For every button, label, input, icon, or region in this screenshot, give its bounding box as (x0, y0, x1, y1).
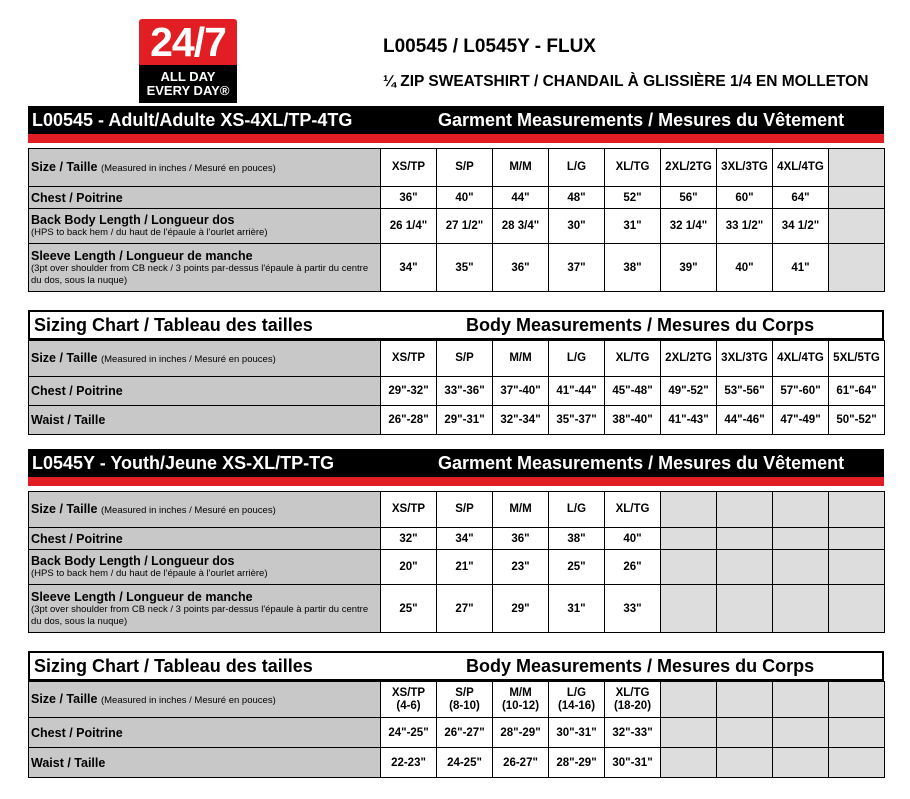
size-name: M/M (509, 503, 532, 515)
youth-garment-title: L0545Y - Youth/Jeune XS-XL/TP-TG (32, 453, 335, 473)
row-label: Sleeve Length / Longueur de manche (31, 248, 253, 263)
measurement-cell: 34" (381, 244, 437, 292)
measurement-cell: 61"-64" (829, 377, 885, 406)
measurement-cell: 44"-46" (717, 406, 773, 435)
table-row (29, 528, 885, 550)
row-note: (3pt over shoulder from CB neck / 3 points par-dessus l'épaule à partir du centre du dos, sous la nuque) (31, 603, 369, 627)
size-column-header (493, 149, 549, 187)
measurement-cell: 26" (605, 550, 661, 585)
size-column-header (437, 682, 493, 718)
size-age-range: (10-12) (501, 699, 540, 712)
measurement-cell (661, 585, 717, 633)
page-title: L00545 / L0545Y - FLUX (383, 36, 596, 57)
table-row (29, 377, 885, 406)
adult-garment-header (28, 106, 884, 134)
measurement-cell: 35" (437, 244, 493, 292)
size-name: S/P (455, 503, 474, 515)
youth-garment-section (28, 449, 884, 633)
page-subtitle: ¼ ZIP SWEATSHIRT / CHANDAIL À GLISSIÈRE 1/4 EN MOLLETON (383, 73, 869, 90)
table-row (29, 748, 885, 778)
size-label-cell (29, 341, 381, 377)
measurement-cell: 50"-52" (829, 406, 885, 435)
measurement-cell (829, 244, 885, 292)
measurement-cell (829, 748, 885, 778)
adult-body-table (28, 340, 885, 435)
size-age-range: (8-10) (449, 699, 480, 712)
logo-line-1: ALL DAY (160, 69, 216, 84)
size-column-header (717, 682, 773, 718)
size-column-header (437, 149, 493, 187)
measurement-cell (773, 528, 829, 550)
size-column-header (605, 149, 661, 187)
measurement-cell: 33" (605, 585, 661, 633)
measurement-cell: 57"-60" (773, 377, 829, 406)
measurement-cell: 32 1/4" (661, 209, 717, 244)
measurement-cell (717, 718, 773, 748)
measurement-cell (829, 550, 885, 585)
adult-body-title: Sizing Chart / Tableau des tailles (34, 315, 313, 335)
size-label: Size / Taille (31, 350, 98, 365)
youth-body-subtitle: Body Measurements / Mesures du Corps (466, 656, 815, 676)
size-name: M/M (509, 686, 532, 699)
size-name: 3XL/3TG (721, 161, 768, 173)
row-label-cell (29, 406, 381, 435)
measurement-cell (661, 718, 717, 748)
size-column-header (493, 341, 549, 377)
size-name: XS/TP (391, 352, 426, 364)
measurement-cell: 25" (549, 550, 605, 585)
size-name: L/G (566, 352, 587, 364)
row-note: (3pt over shoulder from CB neck / 3 points par-dessus l'épaule à partir du centre du dos, sous la nuque) (31, 262, 369, 286)
size-column-header (717, 341, 773, 377)
table-row (29, 209, 885, 244)
measurement-cell: 53"-56" (717, 377, 773, 406)
size-column-header (605, 341, 661, 377)
row-label-cell (29, 377, 381, 406)
measurement-cell: 33"-36" (437, 377, 493, 406)
size-name: S/P (455, 352, 474, 364)
size-name: L/G (566, 686, 587, 699)
size-name: 5XL/5TG (833, 352, 880, 364)
size-column-header (549, 682, 605, 718)
logo-number: 24/7 (139, 19, 237, 65)
logo-line-2: EVERY DAY® (146, 83, 230, 98)
row-label-cell (29, 748, 381, 778)
measurement-cell: 32"-34" (493, 406, 549, 435)
size-column-header (381, 492, 437, 528)
adult-body-header (28, 310, 884, 340)
adult-garment-table (28, 148, 885, 292)
size-name: M/M (509, 352, 532, 364)
measurement-cell: 64" (773, 187, 829, 209)
size-column-header (437, 341, 493, 377)
measurement-cell: 38" (605, 244, 661, 292)
measurement-cell: 38" (549, 528, 605, 550)
size-name: XL/TG (615, 686, 650, 699)
size-column-header (829, 492, 885, 528)
size-column-header (661, 682, 717, 718)
measurement-cell (829, 528, 885, 550)
measurement-cell: 32"-33" (605, 718, 661, 748)
table-row (29, 718, 885, 748)
measurement-cell: 56" (661, 187, 717, 209)
measurement-cell (773, 748, 829, 778)
size-column-header (381, 682, 437, 718)
size-name: S/P (455, 161, 474, 173)
row-label: Back Body Length / Longueur dos (31, 554, 235, 568)
measurement-cell (773, 585, 829, 633)
size-name: XL/TG (615, 503, 650, 515)
size-label-cell (29, 682, 381, 718)
size-note: (Measured in inches / Mesuré en pouces) (100, 353, 276, 365)
size-label: Size / Taille (31, 691, 98, 706)
measurement-cell: 28"-29" (549, 748, 605, 778)
row-label-cell (29, 187, 381, 209)
size-age-range: (18-20) (613, 699, 652, 712)
measurement-cell: 22-23" (381, 748, 437, 778)
youth-body-header (28, 651, 884, 681)
table-row (29, 585, 885, 633)
size-column-header (381, 149, 437, 187)
youth-body-title: Sizing Chart / Tableau des tailles (34, 656, 313, 676)
red-divider (28, 134, 884, 143)
measurement-cell: 26"-27" (437, 718, 493, 748)
size-column-header (549, 492, 605, 528)
size-name: M/M (509, 161, 532, 173)
adult-garment-subtitle: Garment Measurements / Mesures du Vêtement (438, 110, 845, 130)
measurement-cell: 37"-40" (493, 377, 549, 406)
measurement-cell: 23" (493, 550, 549, 585)
measurement-cell (829, 718, 885, 748)
measurement-cell (829, 187, 885, 209)
measurement-cell: 38"-40" (605, 406, 661, 435)
size-label-cell (29, 492, 381, 528)
measurement-cell: 39" (661, 244, 717, 292)
table-row (29, 244, 885, 292)
measurement-cell: 25" (381, 585, 437, 633)
measurement-cell: 40" (717, 244, 773, 292)
red-divider (28, 477, 884, 486)
size-column-header (493, 682, 549, 718)
measurement-cell: 33 1/2" (717, 209, 773, 244)
size-note: (Measured in inches / Mesuré en pouces) (100, 694, 276, 706)
measurement-cell: 41" (773, 244, 829, 292)
measurement-cell: 30"-31" (549, 718, 605, 748)
measurement-cell: 26"-28" (381, 406, 437, 435)
adult-garment-title: L00545 - Adult/Adulte XS-4XL/TP-4TG (32, 110, 353, 130)
measurement-cell (773, 550, 829, 585)
measurement-cell: 28 3/4" (493, 209, 549, 244)
measurement-cell: 30"-31" (605, 748, 661, 778)
measurement-cell: 36" (381, 187, 437, 209)
table-row (29, 187, 885, 209)
youth-body-section (28, 651, 884, 778)
size-column-header (437, 492, 493, 528)
size-header-row (29, 149, 885, 187)
size-label-cell (29, 149, 381, 187)
measurement-cell: 27" (437, 585, 493, 633)
size-column-header (661, 149, 717, 187)
row-label: Chest / Poitrine (31, 725, 123, 740)
measurement-cell: 44" (493, 187, 549, 209)
size-name: XS/TP (391, 686, 426, 699)
size-column-header (829, 682, 885, 718)
measurement-cell (717, 585, 773, 633)
measurement-cell: 36" (493, 244, 549, 292)
size-column-header (773, 682, 829, 718)
measurement-cell (661, 550, 717, 585)
adult-body-section (28, 310, 884, 435)
row-note: (HPS to back hem / du haut de l'épaule à l'ourlet arrière) (31, 227, 268, 238)
measurement-cell: 24-25" (437, 748, 493, 778)
measurement-cell (829, 209, 885, 244)
size-age-range: (14-16) (557, 699, 596, 712)
logo-tagline (139, 65, 237, 103)
measurement-cell: 31" (549, 585, 605, 633)
measurement-cell: 49"-52" (661, 377, 717, 406)
size-column-header (773, 341, 829, 377)
row-label-cell (29, 718, 381, 748)
size-column-header (605, 492, 661, 528)
measurement-cell (661, 748, 717, 778)
row-label: Waist / Taille (31, 755, 106, 770)
size-name: 3XL/3TG (721, 352, 768, 364)
size-column-header (717, 149, 773, 187)
measurement-cell: 29" (493, 585, 549, 633)
measurement-cell: 36" (493, 528, 549, 550)
size-name: XL/TG (615, 352, 650, 364)
measurement-cell: 28"-29" (493, 718, 549, 748)
size-column-header (549, 341, 605, 377)
size-column-header (661, 341, 717, 377)
measurement-cell: 35"-37" (549, 406, 605, 435)
measurement-cell (717, 528, 773, 550)
size-header-row (29, 682, 885, 718)
row-label: Chest / Poitrine (31, 190, 123, 205)
size-column-header (381, 341, 437, 377)
measurement-cell: 27 1/2" (437, 209, 493, 244)
measurement-cell (661, 528, 717, 550)
size-header-row (29, 492, 885, 528)
size-name: 2XL/2TG (665, 352, 712, 364)
size-header-row (29, 341, 885, 377)
row-label-cell (29, 209, 381, 244)
youth-body-table (28, 681, 885, 778)
size-age-range: (4-6) (396, 699, 421, 712)
size-column-header (605, 682, 661, 718)
row-label-cell (29, 585, 381, 633)
row-label: Back Body Length / Longueur dos (31, 213, 235, 227)
row-note: (HPS to back hem / du haut de l'épaule à l'ourlet arrière) (31, 568, 268, 579)
size-column-header (773, 149, 829, 187)
measurement-cell: 52" (605, 187, 661, 209)
size-name: XS/TP (391, 161, 426, 173)
measurement-cell: 40" (437, 187, 493, 209)
adult-body-subtitle: Body Measurements / Mesures du Corps (466, 315, 815, 335)
size-name: XL/TG (615, 161, 650, 173)
measurement-cell: 34 1/2" (773, 209, 829, 244)
row-label: Chest / Poitrine (31, 384, 123, 398)
measurement-cell (717, 550, 773, 585)
measurement-cell: 47"-49" (773, 406, 829, 435)
youth-garment-subtitle: Garment Measurements / Mesures du Vêtement (438, 453, 845, 473)
row-label-cell (29, 528, 381, 550)
measurement-cell: 31" (605, 209, 661, 244)
measurement-cell: 24"-25" (381, 718, 437, 748)
measurement-cell: 20" (381, 550, 437, 585)
brand-logo (139, 19, 237, 103)
row-label-cell (29, 244, 381, 292)
size-column-header (829, 341, 885, 377)
youth-garment-table (28, 491, 885, 633)
measurement-cell: 48" (549, 187, 605, 209)
measurement-cell: 29"-32" (381, 377, 437, 406)
measurement-cell: 29"-31" (437, 406, 493, 435)
youth-garment-header (28, 449, 884, 477)
measurement-cell: 32" (381, 528, 437, 550)
size-column-header (773, 492, 829, 528)
size-column-header (717, 492, 773, 528)
row-label: Chest / Poitrine (31, 531, 123, 546)
measurement-cell: 37" (549, 244, 605, 292)
measurement-cell: 30" (549, 209, 605, 244)
row-label-cell (29, 550, 381, 585)
measurement-cell: 60" (717, 187, 773, 209)
measurement-cell: 34" (437, 528, 493, 550)
size-name: 4XL/4TG (777, 161, 824, 173)
size-column-header (493, 492, 549, 528)
measurement-cell (773, 718, 829, 748)
size-name: 2XL/2TG (665, 161, 712, 173)
size-name: S/P (455, 686, 474, 699)
measurement-cell: 26 1/4" (381, 209, 437, 244)
size-note: (Measured in inches / Mesuré en pouces) (100, 162, 276, 174)
measurement-cell (717, 748, 773, 778)
size-name: L/G (566, 161, 587, 173)
measurement-cell: 41"-43" (661, 406, 717, 435)
measurement-cell: 41"-44" (549, 377, 605, 406)
measurement-cell: 21" (437, 550, 493, 585)
size-name: 4XL/4TG (777, 352, 824, 364)
table-row (29, 550, 885, 585)
measurement-cell (829, 585, 885, 633)
size-column-header (661, 492, 717, 528)
measurement-cell: 26-27" (493, 748, 549, 778)
adult-garment-section (28, 106, 884, 292)
size-note: (Measured in inches / Mesuré en pouces) (100, 504, 276, 516)
size-column-header (549, 149, 605, 187)
measurement-cell: 45"-48" (605, 377, 661, 406)
row-label: Sleeve Length / Longueur de manche (31, 589, 253, 604)
size-name: XS/TP (391, 503, 426, 515)
table-row (29, 406, 885, 435)
measurement-cell: 40" (605, 528, 661, 550)
size-label: Size / Taille (31, 159, 98, 174)
size-name: L/G (566, 503, 587, 515)
size-column-header (829, 149, 885, 187)
size-label: Size / Taille (31, 501, 98, 516)
row-label: Waist / Taille (31, 413, 106, 427)
